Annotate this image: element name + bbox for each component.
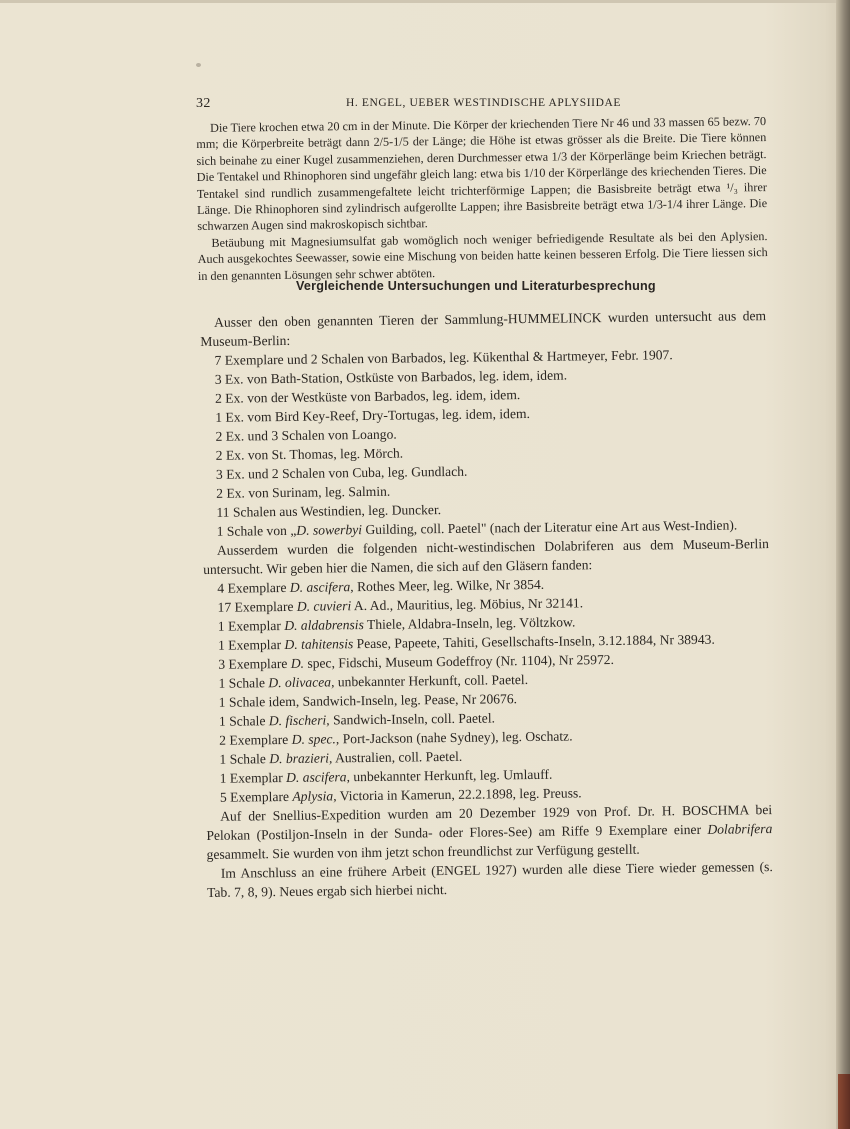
taxon-name: Aplysia, <box>292 788 337 804</box>
item-text: Pease, Papeete, Tahiti, Gesellschafts-Inseln, 3.12.1884, Nr 38943. <box>353 631 715 652</box>
intro-paragraph: Betäubung mit Magnesiumsulfat gab womöglich noch weniger befriedigende Resultate als bei den Aplysien. Auch ausgekochtes Seewasser, sowie eine Mischung von beiden hatte keinen besseren Erfolg. Die Tiere liessen sich in den genannten Lösungen sehr schwer abtöten. <box>197 228 768 283</box>
running-title: H. ENGEL, UEBER WESTINDISCHE APLYSIIDAE <box>346 97 622 109</box>
item-text: 1 Exemplar <box>217 636 285 653</box>
item-text: 1 Schale <box>218 675 269 691</box>
item-text: Thiele, Aldabra-Inseln, leg. Völtzkow. <box>363 614 576 633</box>
item-text: 1 Schale <box>218 713 269 729</box>
list-item: 2 Ex. von Surinam, leg. Salmin. <box>216 483 391 501</box>
specimen-list-berlin <box>200 344 768 541</box>
specimen-list-dolabriferen <box>203 572 772 807</box>
list-item: 3 Ex. von Bath-Station, Ostküste von Barbados, leg. idem, idem. <box>214 367 568 387</box>
item-text: A. Ad., Mauritius, leg. Möbius, Nr 32141. <box>351 595 584 614</box>
list-item: 2 Ex. von der Westküste von Barbados, leg. idem, idem. <box>214 387 521 406</box>
item-text: 3 Exemplare <box>218 655 291 672</box>
list-item: 11 Schalen aus Westindien, leg. Duncker. <box>216 502 442 520</box>
taxon-name: D. olivacea, <box>268 674 335 691</box>
item-text: 4 Exemplare <box>217 579 290 596</box>
paragraph-text: Auf der Snellius-Expedition wurden am 20 Dezember 1929 von Prof. Dr. H. BOSCHMA bei Pelokan (Postiljon-Inseln in der Sunda- oder Flores-See) am Riffe 9 Exemplare einer <box>206 802 773 843</box>
list-item: 1 Ex. vom Bird Key-Reef, Dry-Tortugas, leg. idem, idem. <box>215 405 530 425</box>
taxon-name: D. aldabrensis <box>284 617 364 633</box>
main-text <box>200 306 773 902</box>
item-text: 1 Schale idem, Sandwich-Inseln, leg. Pease, Nr 20676. <box>218 691 518 710</box>
paragraph: Im Anschluss an eine frühere Arbeit (ENGEL 1927) wurden alle diese Tiere wieder gemessen (s. Tab. 7, 8, 9). Neues ergab sich hierbei nicht. <box>206 859 773 900</box>
intro-paragraph: Die Tiere krochen etwa 20 cm in der Minute. Die Körper der kriechenden Tiere Nr 46 und 33 massen 65 bezw. 70 mm; die Körperbreite beträgt dann 2/5-1/5 der Länge; die Höhe ist etwas grösser als die Breite. Die Tiere können sich beinahe zu einer Kugel zusammenziehen, deren Durchmesser etwa 1/3 der Körperlänge beim Kriechen beträgt. Die Tentakel und Rhinophoren sind ungefähr gleich lang: etwa bis 1/10 der Körperlänge des kriechenden Tieres. Die Tentakel sind rundlich zusammengefaltete leicht trichterförmige Lappen; die Basisbreite beträgt etwa ¹/₃ ihrer Länge. Die Rhinophoren sind zylindrisch aufgerollte Lappen; ihre Basisbreite beträgt etwa 1/3-1/4 ihrer Länge. Die schwarzen Augen sind makroskopisch sichtbar. <box>196 114 768 234</box>
taxon-name: D. brazieri, <box>269 750 333 767</box>
item-text: Sandwich-Inseln, coll. Paetel. <box>329 710 496 728</box>
taxon-name: D. tahitensis <box>284 636 354 652</box>
book-spine <box>836 0 850 1129</box>
section-heading: Vergleichende Untersuchungen und Literaturbesprechung <box>296 279 656 293</box>
item-text: 5 Exemplare <box>219 788 293 805</box>
page-number: 32 <box>196 96 211 111</box>
taxon-name: D. ascifera, <box>289 579 354 595</box>
item-text: 1 Exemplar <box>217 617 285 634</box>
paragraph <box>206 800 773 864</box>
taxon-name: D. sowerbyi <box>296 522 363 538</box>
paper-speck <box>196 63 201 67</box>
intro-text <box>196 113 768 284</box>
taxon-name: D. <box>290 655 305 671</box>
list-item: 3 Ex. und 2 Schalen von Cuba, leg. Gundlach. <box>215 463 468 482</box>
item-text: 1 Exemplar <box>219 769 287 786</box>
paragraph: Ausserdem wurden die folgenden nicht-westindischen Dolabriferen aus dem Museum-Berlin untersucht. Wir geben hier die Namen, die sich auf den Gläsern fanden: <box>203 536 769 577</box>
item-text: Guilding, coll. Paetel" (nach der Literatur eine Art aus West-Indien). <box>361 517 738 538</box>
paragraph: Ausser den oben genannten Tieren der Sammlung-HUMMELINCK wurden untersucht aus dem Museum-Berlin: <box>200 308 767 349</box>
taxon-name: Dolabrifera <box>707 821 773 837</box>
item-text: unbekannter Herkunft, coll. Paetel. <box>334 672 529 690</box>
item-text: spec, Fidschi, Museum Godeffroy (Nr. 1104), Nr 25972. <box>303 651 615 671</box>
item-text: Port-Jackson (nahe Sydney), leg. Oschatz. <box>339 728 573 747</box>
item-text: Australien, coll. Paetel. <box>332 748 463 766</box>
paragraph-text: gesammelt. Sie wurden von ihm jetzt schon freundlichst zur Verfügung gestellt. <box>206 841 640 862</box>
item-text: 1 Schale von „ <box>216 522 297 539</box>
item-text: unbekannter Herkunft, leg. Umlauff. <box>349 766 553 785</box>
binding-edge <box>838 1074 850 1129</box>
taxon-name: D. cuvieri <box>296 598 352 614</box>
item-text: 1 Schale <box>219 751 270 767</box>
item-text: 17 Exemplare <box>217 598 297 615</box>
list-item: 2 Ex. und 3 Schalen von Loango. <box>215 426 397 444</box>
taxon-name: D. fischeri, <box>268 712 330 729</box>
item-text: 2 Exemplare <box>219 731 292 748</box>
top-edge <box>0 0 836 3</box>
running-header <box>196 96 776 114</box>
item-text: Rothes Meer, leg. Wilke, Nr 3854. <box>353 576 545 595</box>
taxon-name: D. ascifera, <box>286 769 351 785</box>
list-item: 2 Ex. von St. Thomas, leg. Mörch. <box>215 445 404 463</box>
taxon-name: D. spec., <box>291 731 340 747</box>
item-text: Victoria in Kamerun, 22.2.1898, leg. Preuss. <box>336 785 582 804</box>
list-item: 7 Exemplare und 2 Schalen von Barbados, leg. Kükenthal & Hartmeyer, Febr. 1907. <box>214 347 673 368</box>
